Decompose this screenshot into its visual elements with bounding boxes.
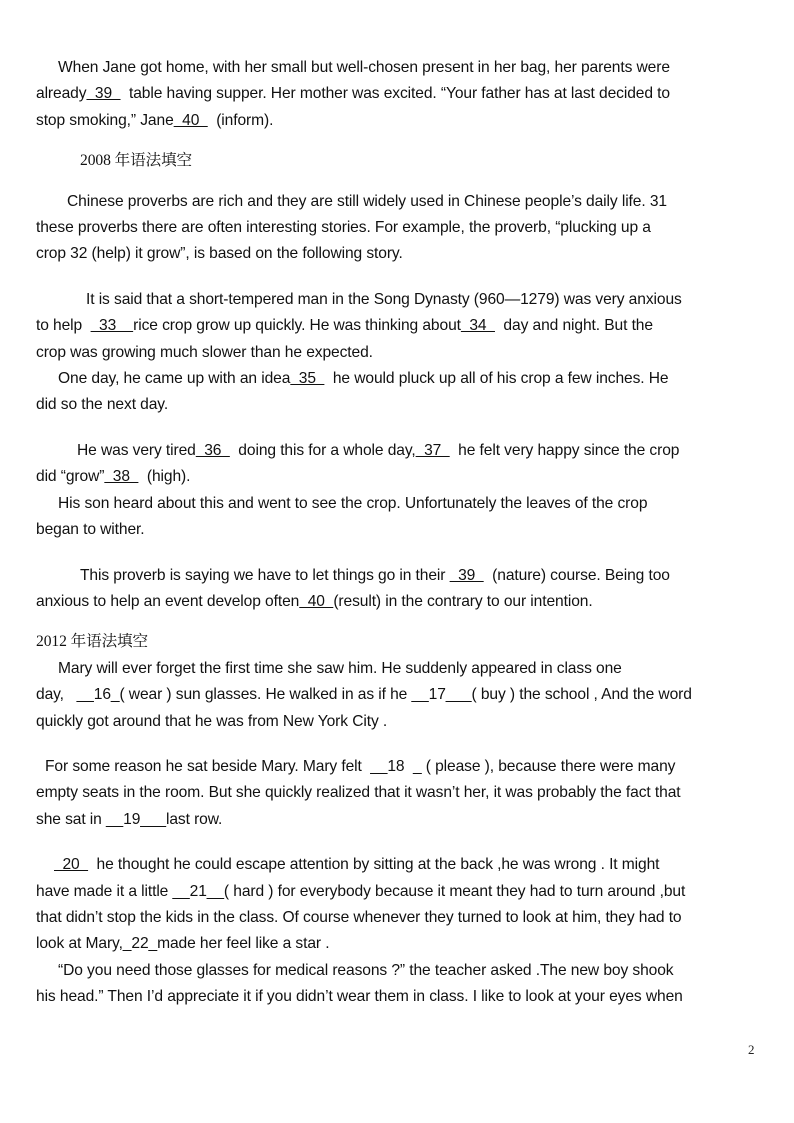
text-line: did so the next day. — [36, 396, 169, 414]
text-line: his head.” Then I’d appreciate it if you didn’t wear them in class. I like to look at your eyes when — [36, 988, 683, 1006]
text-line: (inform). — [207, 111, 274, 129]
text-line: (result) in the contrary to our intention. — [333, 592, 593, 610]
text-line: (nature) course. Being too — [483, 566, 670, 584]
blank-40-2008: 40 — [299, 592, 334, 610]
blank-38: 38 — [104, 468, 139, 486]
text-line: day and night. But the — [494, 317, 653, 335]
text-line: empty seats in the room. But she quickly realized that it wasn’t her, it was probably the fact that — [36, 784, 681, 802]
blank-20: 20 — [54, 856, 89, 874]
text-line: crop 32 (help) it grow”, is based on the following story. — [36, 245, 403, 263]
blank-33: 33 — [90, 317, 134, 335]
text-line: that didn’t stop the kids in the class. Of course whenever they turned to look at him, they had to — [36, 908, 682, 926]
heading-2008: 2008 年语法填空 — [80, 152, 193, 170]
text-line: rice crop grow up quickly. He was thinking about — [133, 317, 461, 335]
text-line: “Do you need those glasses for medical reasons ?” the teacher asked .The new boy shook — [58, 961, 674, 979]
text-line: stop smoking,” Jane — [36, 111, 174, 129]
text-line: look at Mary,_22_made her feel like a star . — [36, 935, 330, 953]
blank-39-2008: 39 — [449, 566, 484, 584]
text-line: have made it a little __21__( hard ) for everybody because it meant they had to turn around ,but — [36, 882, 686, 900]
page-number: 2 — [748, 1042, 755, 1057]
blank-39: 39 — [86, 85, 121, 103]
text-line: these proverbs there are often interesting stories. For example, the proverb, “plucking up a — [36, 219, 651, 237]
text-line: Mary will ever forget the first time she saw him. He suddenly appeared in class one — [58, 659, 622, 677]
blank-37: 37 — [415, 441, 450, 459]
blank-34: 34 — [460, 317, 495, 335]
paragraph-2008-son — [36, 491, 760, 544]
text-line: This proverb is saying we have to let things go in their — [80, 566, 450, 584]
text-line: Chinese proverbs are rich and they are still widely used in Chinese people’s daily life. 31 — [67, 192, 667, 210]
text-line: For some reason he sat beside Mary. Mary felt __18 _ ( please ), because there were many — [45, 757, 676, 775]
text-line: It is said that a short-tempered man in the Song Dynasty (960—1279) was very anxious — [86, 290, 682, 308]
text-line: already — [36, 85, 87, 103]
blank-40: 40 — [173, 111, 208, 129]
text-line: (high). — [138, 468, 191, 486]
text-line: His son heard about this and went to see the crop. Unfortunately the leaves of the crop — [58, 494, 648, 512]
text-line: doing this for a whole day, — [229, 441, 416, 459]
text-line: to help — [36, 317, 91, 335]
paragraph-2008-story — [36, 287, 760, 366]
text-line: began to wither. — [36, 521, 145, 539]
text-line: he thought he could escape attention by sitting at the back ,he was wrong . It might — [88, 856, 660, 874]
text-line: he would pluck up all of his crop a few inches. He — [324, 370, 669, 388]
paragraph-2012-attention — [36, 852, 760, 958]
text-line: crop was growing much slower than he expected. — [36, 343, 373, 361]
text-line: table having supper. Her mother was excited. “Your father has at last decided to — [120, 85, 670, 103]
paragraph-2012-teacher — [36, 958, 760, 1011]
text-line: One day, he came up with an idea — [58, 370, 291, 388]
paragraph-2008-idea — [36, 366, 760, 419]
text-line: day, __16_( wear ) sun glasses. He walked in as if he __17___( buy ) the school , And the word — [36, 686, 692, 704]
paragraph-2008-conclusion — [36, 563, 760, 616]
text-line: he felt very happy since the crop — [449, 441, 680, 459]
blank-35: 35 — [290, 370, 325, 388]
paragraph-2012-seat — [36, 754, 760, 833]
blank-36: 36 — [195, 441, 230, 459]
document-page — [36, 55, 760, 1011]
text-line: When Jane got home, with her small but well-chosen present in her bag, her parents were — [58, 59, 670, 76]
text-line: He was very tired — [77, 441, 196, 459]
paragraph-jane — [36, 55, 760, 134]
text-line: quickly got around that he was from New York City . — [36, 712, 388, 730]
paragraph-2012-intro — [36, 656, 760, 735]
paragraph-2008-intro — [36, 189, 760, 268]
heading-2012: 2012 年语法填空 — [36, 633, 149, 651]
text-line: she sat in __19___last row. — [36, 810, 223, 828]
paragraph-2008-tired — [36, 438, 760, 491]
text-line: did “grow” — [36, 468, 105, 486]
text-line: anxious to help an event develop often — [36, 592, 300, 610]
